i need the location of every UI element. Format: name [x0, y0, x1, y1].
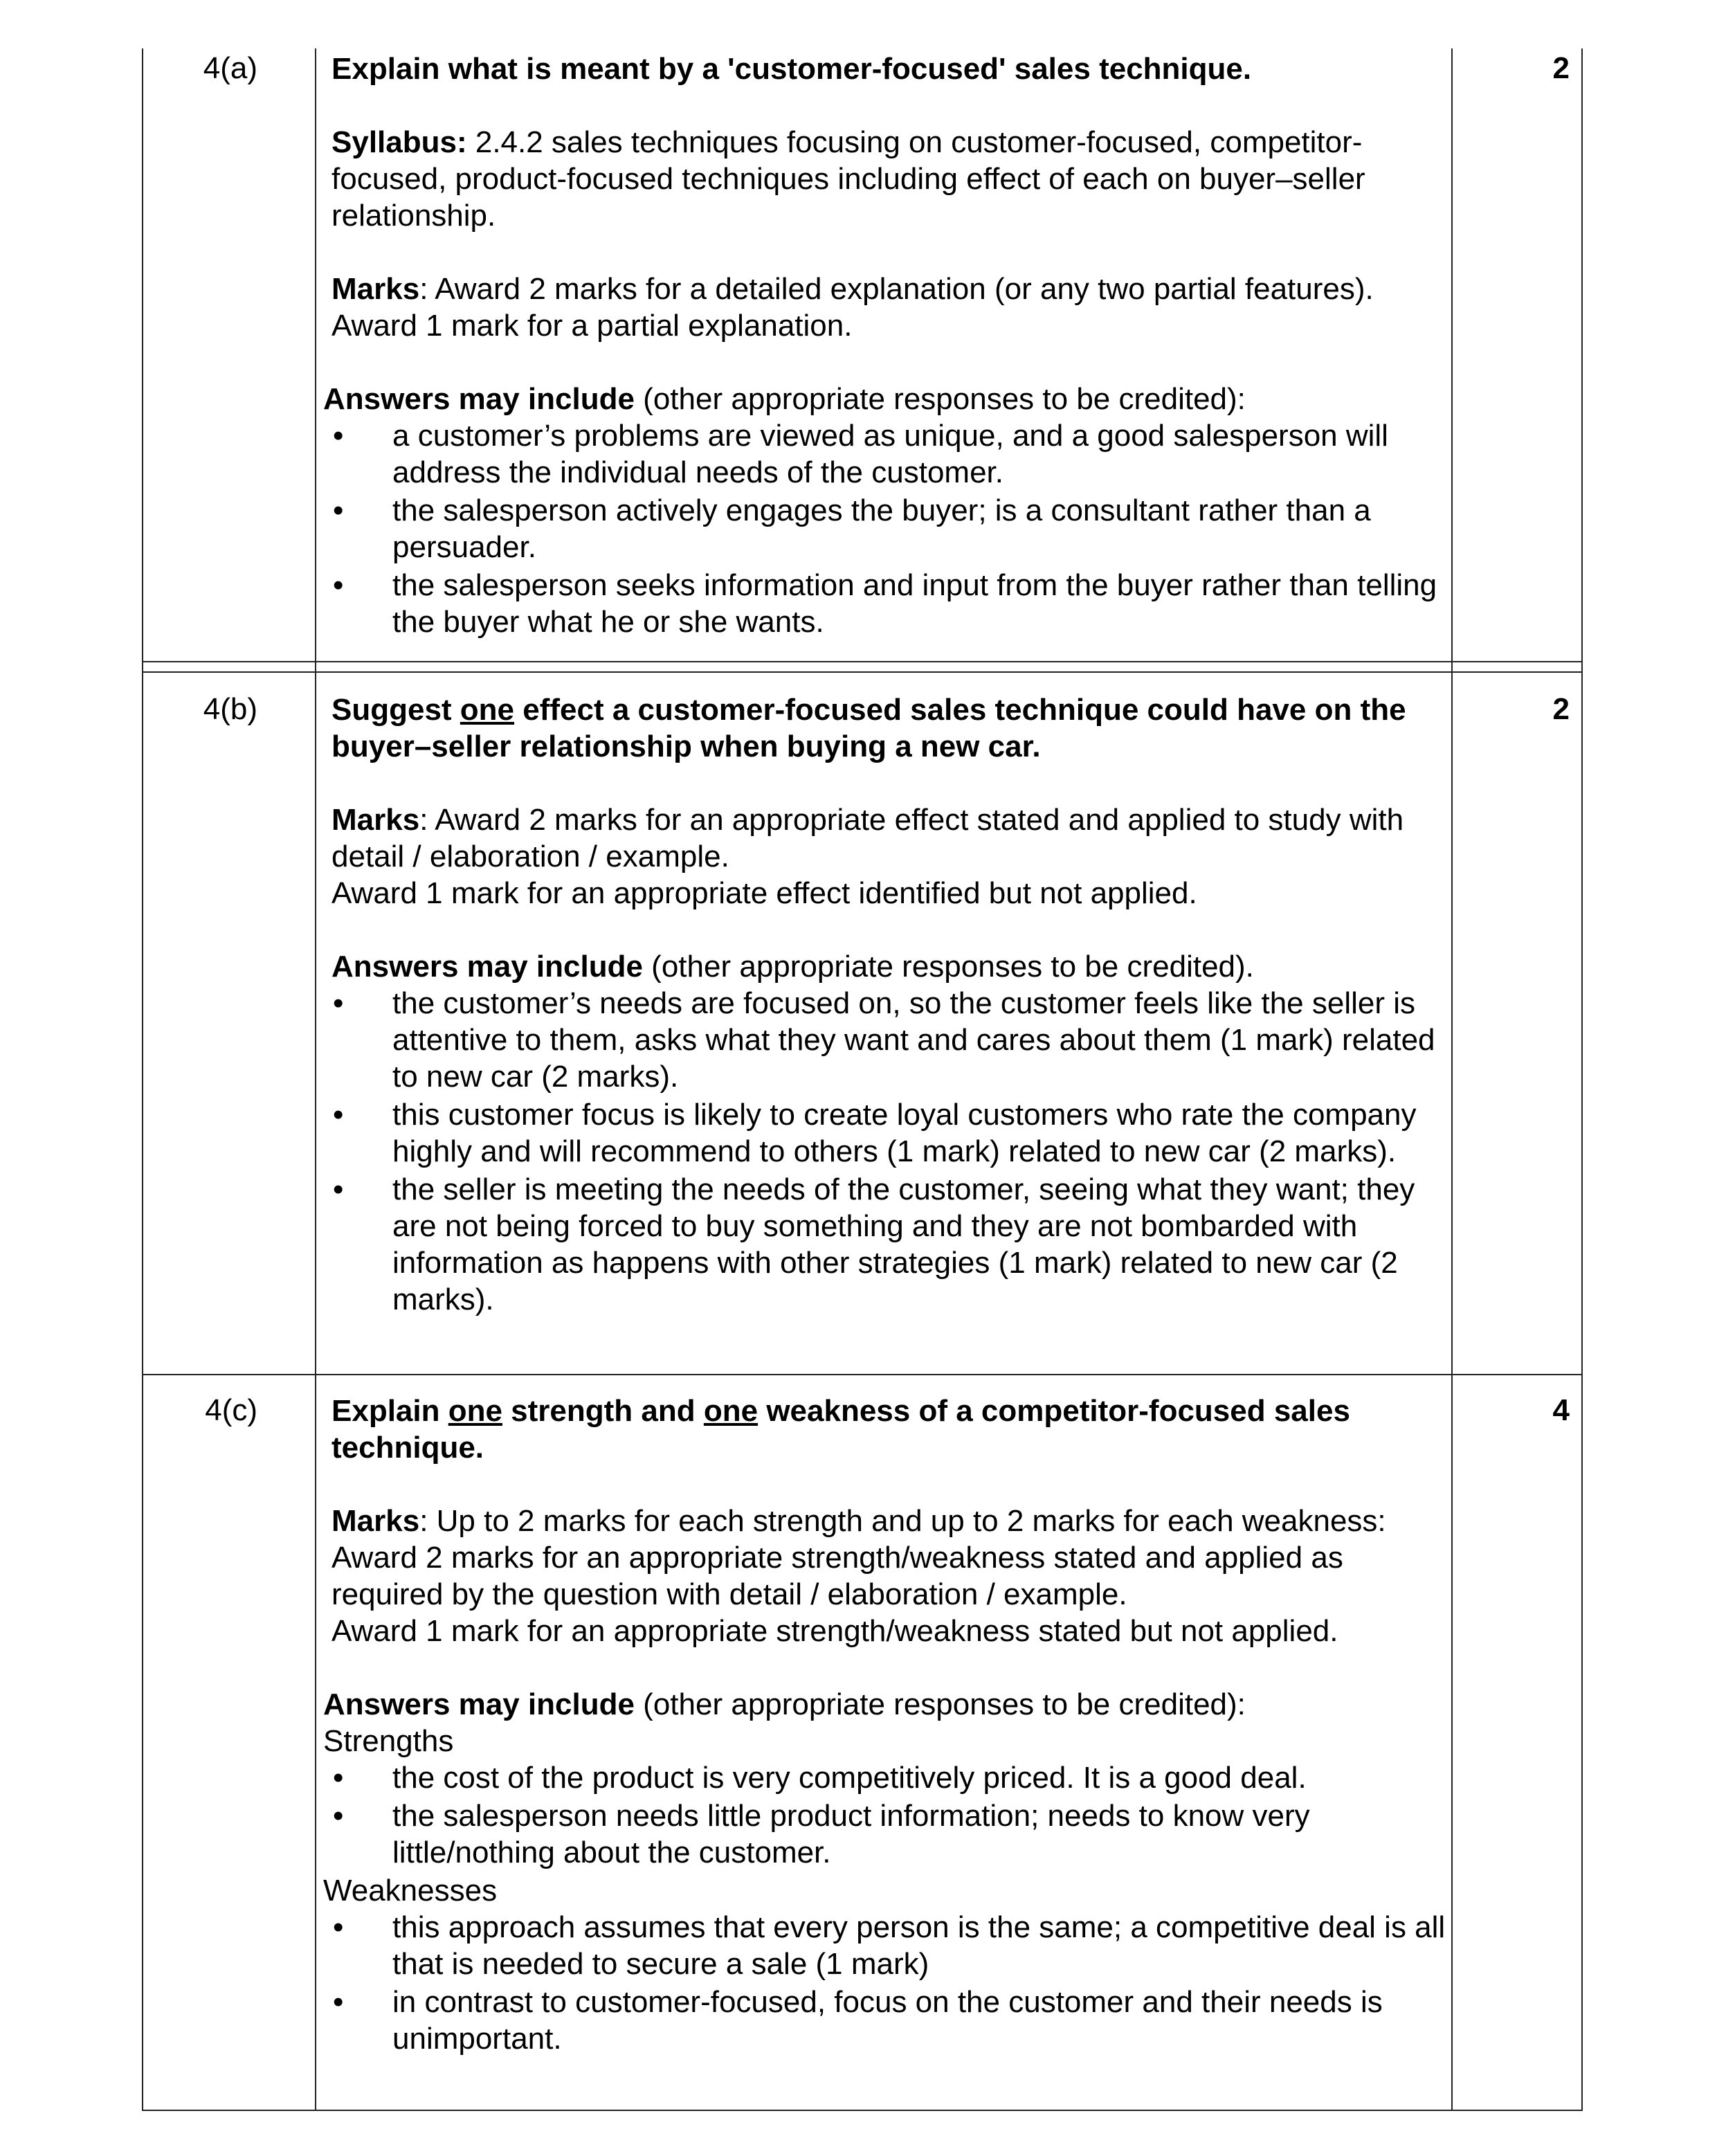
marks-text: : Up to 2 marks for each strength and up to 2 marks for each weakness:	[419, 1504, 1386, 1538]
marks-guidance-4b	[331, 801, 1446, 912]
marks-guidance-4c	[331, 1503, 1446, 1649]
row-divider-a-b-top	[142, 661, 1583, 662]
question-number-4c: 4(c)	[205, 1393, 257, 1427]
title-text: Suggest	[331, 693, 460, 727]
list-item: • the salesperson needs little product information; needs to know very little/nothing about the customer.	[331, 1797, 1446, 1871]
table-bottom-border	[142, 2110, 1583, 2111]
table-right-border	[1581, 48, 1583, 2111]
answers-list-4a	[331, 417, 1446, 640]
question-4a-content	[323, 51, 1446, 642]
list-item: • a customer’s problems are viewed as unique, and a good salesperson will address the individual needs of the customer.	[331, 417, 1446, 491]
answers-label: Answers may include	[323, 1687, 635, 1721]
title-text: weakness of a competitor-focused sales technique.	[331, 1394, 1350, 1465]
syllabus-note	[331, 124, 1446, 234]
list-item: • this approach assumes that every person is the same; a competitive deal is all that is needed to secure a sale (1 mark)	[331, 1909, 1446, 1982]
strengths-label: Strengths	[323, 1724, 454, 1758]
row-divider-a-b-bottom	[142, 671, 1583, 673]
table-left-border	[142, 48, 143, 2111]
marks-text: Award 2 marks for an appropriate strength/weakness stated and applied as required by the question with detail / elaboration / example.	[331, 1541, 1343, 1611]
answers-label: Answers may include	[323, 382, 635, 416]
row-divider-b-c	[142, 1374, 1583, 1375]
column-divider-2	[1451, 48, 1453, 2111]
question-4b-content	[331, 691, 1446, 1319]
list-item: • the cost of the product is very competitively priced. It is a good deal.	[331, 1759, 1446, 1796]
answers-heading-4c	[323, 1686, 1446, 1723]
list-item: • this customer focus is likely to create loyal customers who rate the company highly and will recommend to others (1 mark) related to new car (2 marks).	[331, 1096, 1446, 1170]
title-text: Explain	[331, 1394, 448, 1428]
syllabus-label: Syllabus:	[331, 125, 467, 159]
marks-text: Award 1 mark for an appropriate effect identified but not applied.	[331, 876, 1197, 910]
marks-label: Marks	[331, 272, 420, 306]
answers-list-4b	[331, 985, 1446, 1318]
marks-value-4b: 2	[1552, 692, 1570, 726]
weaknesses-label: Weaknesses	[323, 1874, 498, 1908]
answers-text: (other appropriate responses to be credited):	[634, 382, 1246, 416]
syllabus-text: 2.4.2 sales techniques focusing on customer-focused, competitor-focused, product-focused techniques including effect of each on buyer–seller relationship.	[331, 125, 1365, 233]
title-emphasis: one	[448, 1394, 502, 1428]
list-item: • in contrast to customer-focused, focus on the customer and their needs is unimportant.	[331, 1984, 1446, 2057]
answers-text: (other appropriate responses to be credited):	[634, 1687, 1246, 1721]
title-emphasis: one	[703, 1394, 758, 1428]
list-item: • the salesperson actively engages the buyer; is a consultant rather than a persuader.	[331, 492, 1446, 565]
question-number-4b: 4(b)	[203, 692, 257, 726]
question-4a-title: Explain what is meant by a 'customer-focused' sales technique.	[331, 52, 1252, 86]
title-text: effect a customer-focused sales technique could have on the buyer–seller relationship when buying a new car.	[331, 693, 1406, 763]
list-item: • the salesperson seeks information and input from the buyer rather than telling the buyer what he or she wants.	[331, 567, 1446, 640]
marks-text: Award 1 mark for an appropriate strength/weakness stated but not applied.	[331, 1614, 1338, 1648]
title-text: strength and	[502, 1394, 704, 1428]
column-divider-1	[315, 48, 316, 2111]
list-item: • the seller is meeting the needs of the customer, seeing what they want; they are not being forced to buy something and they are not bombarded with information as happens with other strategies (1 mark) related to new car (2 marks).	[331, 1171, 1446, 1318]
list-item: • the customer’s needs are focused on, so the customer feels like the seller is attentive to them, asks what they want and cares about them (1 mark) related to new car (2 marks).	[331, 985, 1446, 1095]
answers-heading-4b	[331, 948, 1446, 985]
marks-label: Marks	[331, 803, 420, 837]
question-4c-title	[331, 1393, 1446, 1466]
marks-text: : Award 2 marks for a detailed explanation (or any two partial features). Award 1 mark for a partial explanation.	[331, 272, 1374, 343]
answers-label: Answers may include	[331, 950, 643, 984]
answers-heading-4a	[323, 381, 1446, 417]
marks-guidance-4a	[331, 271, 1446, 344]
title-emphasis: one	[460, 693, 515, 727]
question-number-4a: 4(a)	[203, 51, 257, 85]
marks-label: Marks	[331, 1504, 420, 1538]
marks-text: : Award 2 marks for an appropriate effect stated and applied to study with detail / elaboration / example.	[331, 803, 1404, 873]
marks-value-4c: 4	[1552, 1393, 1570, 1427]
weaknesses-list	[331, 1909, 1446, 2057]
strengths-list	[331, 1759, 1446, 1871]
question-4c-content	[323, 1393, 1446, 2058]
question-4b-title	[331, 691, 1446, 765]
answers-text: (other appropriate responses to be credited).	[642, 950, 1254, 984]
marks-value-4a: 2	[1552, 51, 1570, 85]
